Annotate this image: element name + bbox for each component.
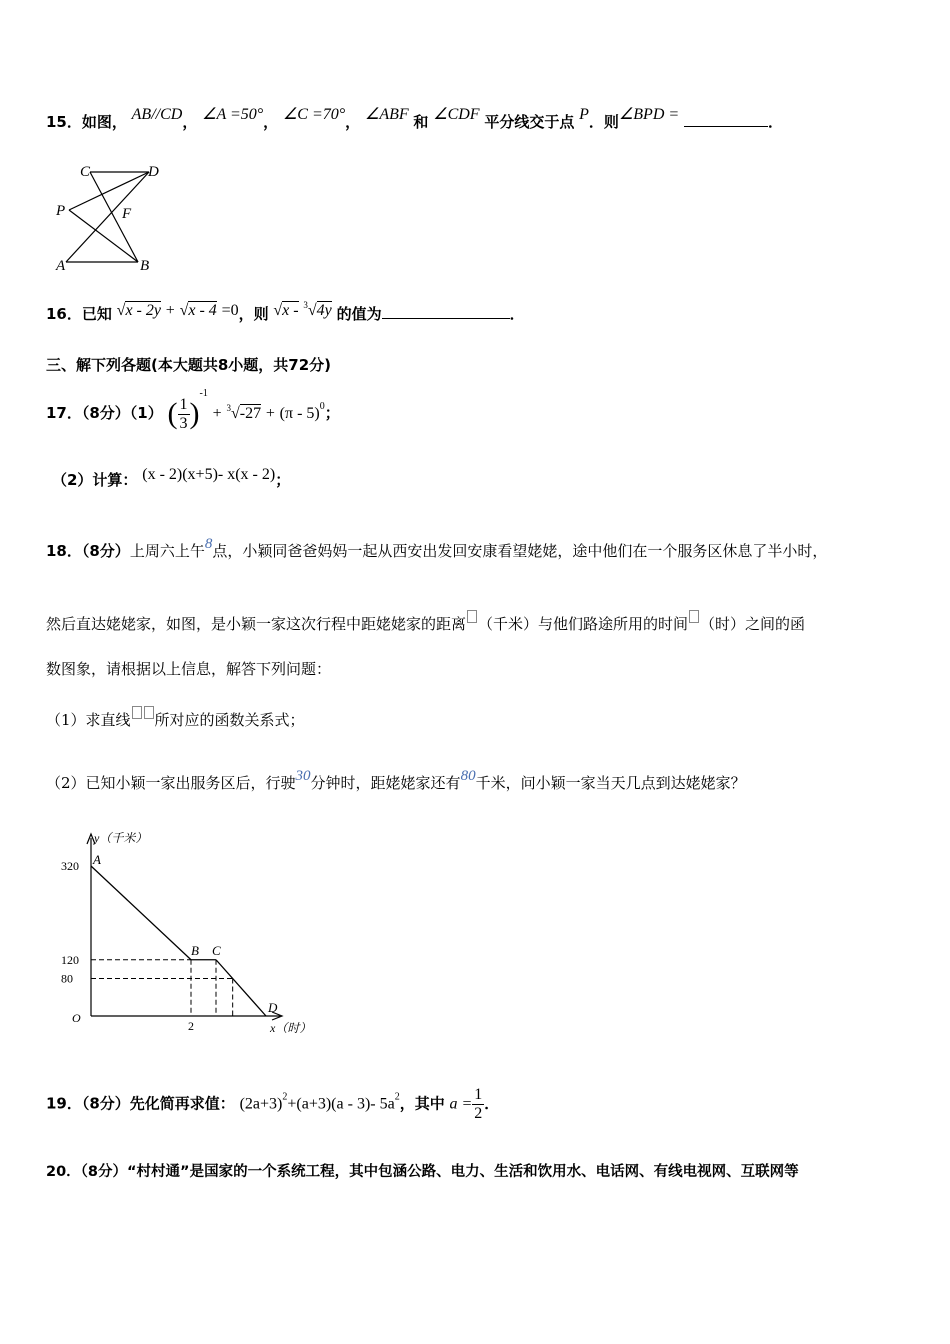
- q15-answer-blank[interactable]: [684, 126, 768, 127]
- y-tick-label-320: 320: [61, 859, 79, 873]
- q15-text: 平分线交于点: [484, 113, 575, 131]
- q16-text-value: 的值为: [336, 305, 382, 323]
- label-f: F: [122, 206, 132, 222]
- q18-line-2: [46, 610, 805, 634]
- q17-frac-num: 1: [179, 395, 188, 413]
- x-axis-label: x（时）: [270, 1021, 312, 1035]
- q19-fraction: [472, 1086, 484, 1123]
- q19-number: 19．（8分）先化简再求值：: [46, 1094, 235, 1113]
- q17-plus-1: +: [212, 405, 222, 422]
- q17-end: ；: [324, 404, 340, 422]
- q18-line-5: [46, 768, 746, 793]
- section-3-heading: 三、解下列各题(本大题共8小题，共72分): [46, 356, 332, 374]
- q16-line: [46, 300, 525, 324]
- q17-number: 17．（8分）（1）: [46, 404, 163, 422]
- q15-math-ab-cd: AB//CD: [131, 106, 183, 123]
- q18-line-4: [46, 706, 305, 730]
- q19-frac-den: 2: [474, 1105, 483, 1122]
- missing-glyph-icon: [144, 706, 154, 719]
- q16-sqrt-2: √x - 4: [179, 302, 217, 319]
- q16-number: 16．已知: [46, 305, 112, 323]
- point-label-a: A: [93, 852, 101, 867]
- q16-answer-blank[interactable]: [382, 318, 510, 319]
- q18-part2-text: 千米，问小颖一家当天几点到达姥姥家？: [475, 774, 746, 792]
- q19-exponent-1: 2: [282, 1091, 288, 1103]
- q17-exponent-1: -1: [199, 388, 208, 399]
- q16-cbrt: $^3$√4y: [303, 300, 332, 319]
- q18-text: 然后直达姥姥家，如图，是小颖一家这次行程中距姥姥家的距离: [46, 615, 467, 633]
- q17-paren-open: (: [167, 397, 178, 430]
- y-axis-label: y（千米）: [94, 831, 148, 845]
- q18-part1-text: （1）求直线: [46, 711, 131, 729]
- q19-expression-1: (2a+3): [239, 1095, 283, 1113]
- q15-math-p: P: [579, 106, 589, 123]
- q15-comma: ，: [345, 113, 361, 131]
- q18-text: 点，小颖同爸爸妈妈一起从西安出发回安康看望姥姥，途中他们在一个服务区休息了半小时，: [212, 542, 828, 560]
- y-tick-label-80: 80: [61, 971, 73, 986]
- q18-text: 上周六上午: [129, 542, 205, 560]
- q18-number: 18．（8分）: [46, 542, 130, 560]
- point-label-b: B: [191, 942, 199, 958]
- q16-radicand-2: x - 4: [188, 302, 217, 319]
- q16-end: ．: [509, 305, 525, 323]
- q15-math-angle-cdf: ∠CDF: [433, 106, 480, 123]
- label-c: C: [80, 164, 91, 180]
- q19-line: [46, 1086, 499, 1123]
- graph-segment-cd: [216, 960, 266, 1016]
- missing-glyph-icon: [132, 706, 142, 719]
- q18-line-3: 数图象，请根据以上信息，解答下列问题：: [46, 660, 332, 678]
- q17-line: [46, 388, 340, 433]
- q15-math-angle-a: ∠A =50°: [202, 106, 264, 123]
- q15-comma: ，: [263, 113, 279, 131]
- label-a: A: [56, 258, 66, 274]
- q16-sqrt-1: √x - 2y: [116, 302, 161, 319]
- origin-label: O: [72, 1011, 81, 1025]
- x-tick-label-2: 2: [188, 1019, 194, 1033]
- q16-text-then: ，则: [238, 305, 269, 323]
- q18-line-1: [46, 536, 827, 561]
- missing-glyph-icon: [689, 610, 699, 623]
- q18-value-8: 8: [204, 536, 213, 552]
- label-d: D: [148, 164, 159, 180]
- q17-part2-end: ；: [275, 471, 291, 489]
- q17-frac-den: 3: [179, 414, 188, 432]
- q15-math-angle-c: ∠C =70°: [282, 106, 346, 123]
- q18-value-30: 30: [295, 768, 311, 784]
- q19-exponent-2: 2: [394, 1091, 400, 1103]
- q15-figure: [52, 160, 172, 276]
- q15-and: 和: [413, 113, 429, 131]
- q18-part1-text: 所对应的函数关系式；: [154, 711, 305, 729]
- q19-text-where: ，其中: [399, 1094, 445, 1113]
- q17-fraction: [178, 396, 190, 433]
- q18-part2-text: 分钟时，距姥姥家还有: [310, 774, 461, 792]
- q16-sqrt-3: √x -: [273, 302, 299, 319]
- q15-end: ．: [767, 113, 783, 131]
- q18-distance-time-graph: [58, 826, 338, 1036]
- label-p: P: [56, 203, 66, 219]
- q18-value-80: 80: [460, 768, 476, 784]
- q17-part2-expression: (x - 2)(x+5)- x(x - 2): [142, 466, 276, 483]
- q18-part2-text: （2）已知小颖一家出服务区后，行驶: [46, 774, 296, 792]
- q16-root-index: 3: [303, 300, 308, 310]
- q17-plus-2: +: [265, 405, 275, 422]
- q16-radicand-1: x - 2y: [125, 302, 161, 319]
- point-label-c: C: [212, 942, 221, 958]
- q15-number: 15．如图，: [46, 113, 127, 131]
- label-b: B: [140, 258, 150, 274]
- q17-part2-line: [52, 466, 290, 490]
- q18-text: （千米）与他们路途所用的时间: [478, 615, 689, 633]
- q16-radicand-3: x -: [282, 302, 299, 319]
- q17-paren-close: ): [189, 397, 200, 430]
- q18-text: （时）之间的函: [700, 615, 806, 633]
- q19-var-a: a =: [449, 1095, 473, 1113]
- q15-text-then: ．则: [588, 113, 619, 131]
- q16-equals: =0: [221, 302, 239, 319]
- q19-end: ．: [484, 1094, 500, 1113]
- q15-comma: ，: [182, 113, 198, 131]
- q19-expression-2: +(a+3)(a - 3)- 5a: [287, 1095, 395, 1113]
- q15-math-angle-bpd: ∠BPD =: [618, 106, 680, 123]
- q16-radicand-4: 4y: [316, 302, 332, 319]
- q17-radicand: -27: [239, 405, 262, 422]
- q19-frac-num: 1: [474, 1086, 483, 1103]
- missing-glyph-icon: [467, 610, 477, 623]
- graph-segment-ab: [91, 866, 191, 960]
- q17-exponent-2: 0: [319, 401, 325, 412]
- q16-plus: +: [165, 302, 175, 319]
- q20-line: 20．（8分）“村村通”是国家的一个系统工程，其中包涵公路、电力、生活和饮用水、电话网、有线电视网、互联网等: [46, 1164, 799, 1180]
- q17-cbrt: $^3$√-27: [226, 403, 262, 422]
- q17-part2-label: （2）计算：: [52, 471, 138, 489]
- q17-pi-term: (π - 5): [279, 405, 320, 422]
- q15-math-angle-abf: ∠ABF: [364, 106, 409, 123]
- point-label-d: D: [268, 1000, 278, 1015]
- y-tick-label-120: 120: [61, 952, 79, 967]
- q17-root-index: 3: [226, 403, 231, 413]
- q15-line: [46, 104, 783, 132]
